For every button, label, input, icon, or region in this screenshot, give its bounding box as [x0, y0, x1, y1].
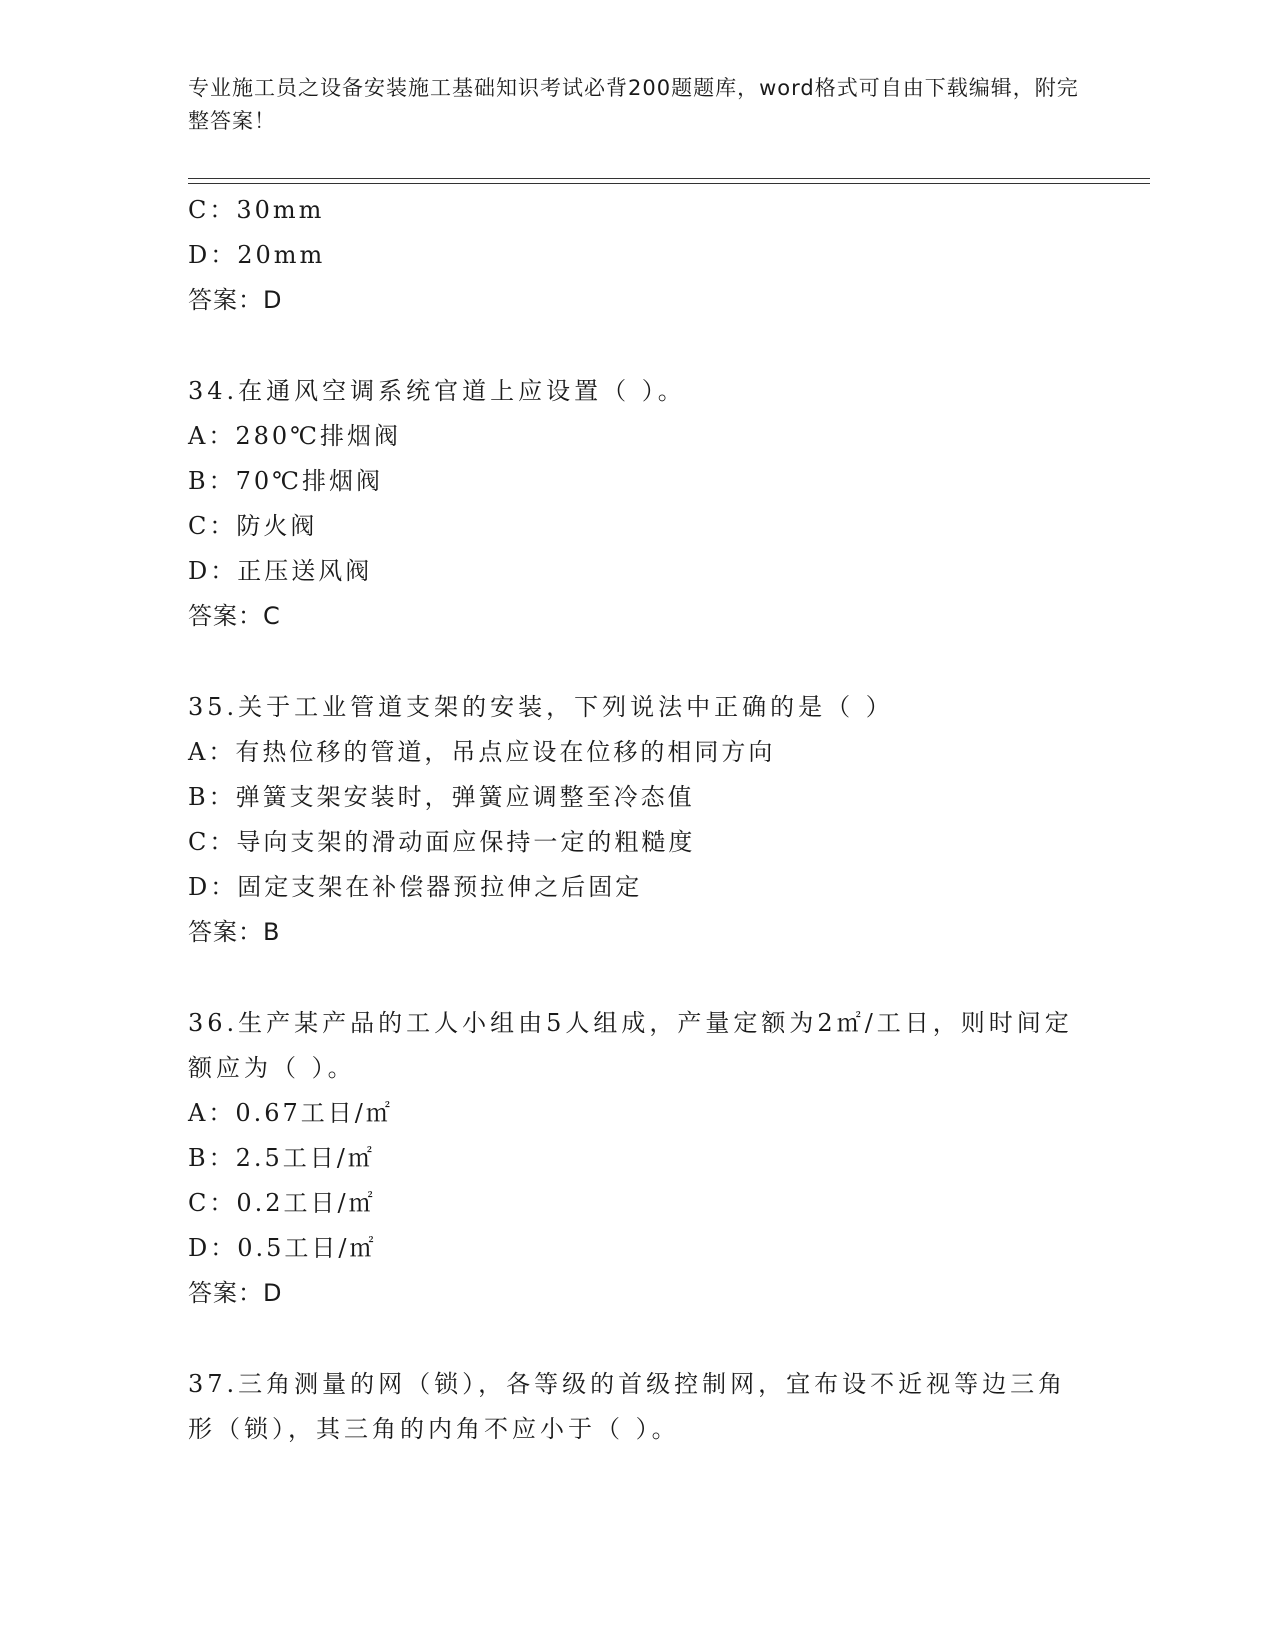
header-divider-bottom: [188, 183, 1150, 184]
option-c: C：30mm: [188, 196, 325, 224]
question-34: [188, 369, 1088, 639]
option-d: D：20mm: [188, 241, 326, 269]
option-b: B：弹簧支架安装时，弹簧应调整至冷态值: [188, 783, 695, 811]
option-d: D：固定支架在补偿器预拉伸之后固定: [188, 873, 643, 901]
answer-line: 答案：D: [188, 1279, 283, 1307]
option-a: A：0.67工日/㎡: [188, 1099, 393, 1127]
option-c: C：防火阀: [188, 512, 318, 540]
option-c: C：0.2工日/㎡: [188, 1189, 376, 1217]
question-stem: 35.关于工业管道支架的安装，下列说法中正确的是（ ）: [188, 693, 894, 721]
question-stem: 34.在通风空调系统官道上应设置（ ）。: [188, 377, 686, 405]
option-b: B：2.5工日/㎡: [188, 1144, 375, 1172]
answer-line: 答案：B: [188, 918, 281, 946]
option-d: D：正压送风阀: [188, 557, 373, 585]
document-body: [188, 188, 1088, 1452]
option-b: B：70℃排烟阀: [188, 467, 384, 495]
header-divider-top: [188, 178, 1150, 179]
question-stem: 37.三角测量的网（锁），各等级的首级控制网，宜布设不近视等边三角形（锁），其三角的内角不应小于（ ）。: [188, 1370, 1067, 1443]
answer-line: 答案：D: [188, 286, 283, 314]
question-36: [188, 1001, 1088, 1316]
option-c: C：导向支架的滑动面应保持一定的粗糙度: [188, 828, 696, 856]
option-a: A：280℃排烟阀: [188, 422, 401, 450]
document-header: 专业施工员之设备安装施工基础知识考试必背200题题库，word格式可自由下载编辑，附完整答案！: [188, 76, 1079, 133]
question-stem: 36.生产某产品的工人小组由5人组成，产量定额为2㎡/工日，则时间定额应为（ ）。: [188, 1009, 1073, 1082]
question-35: [188, 685, 1088, 955]
option-d: D：0.5工日/㎡: [188, 1234, 377, 1262]
option-a: A：有热位移的管道，吊点应设在位移的相同方向: [188, 738, 776, 766]
answer-line: 答案：C: [188, 602, 281, 630]
question-37: [188, 1362, 1088, 1452]
